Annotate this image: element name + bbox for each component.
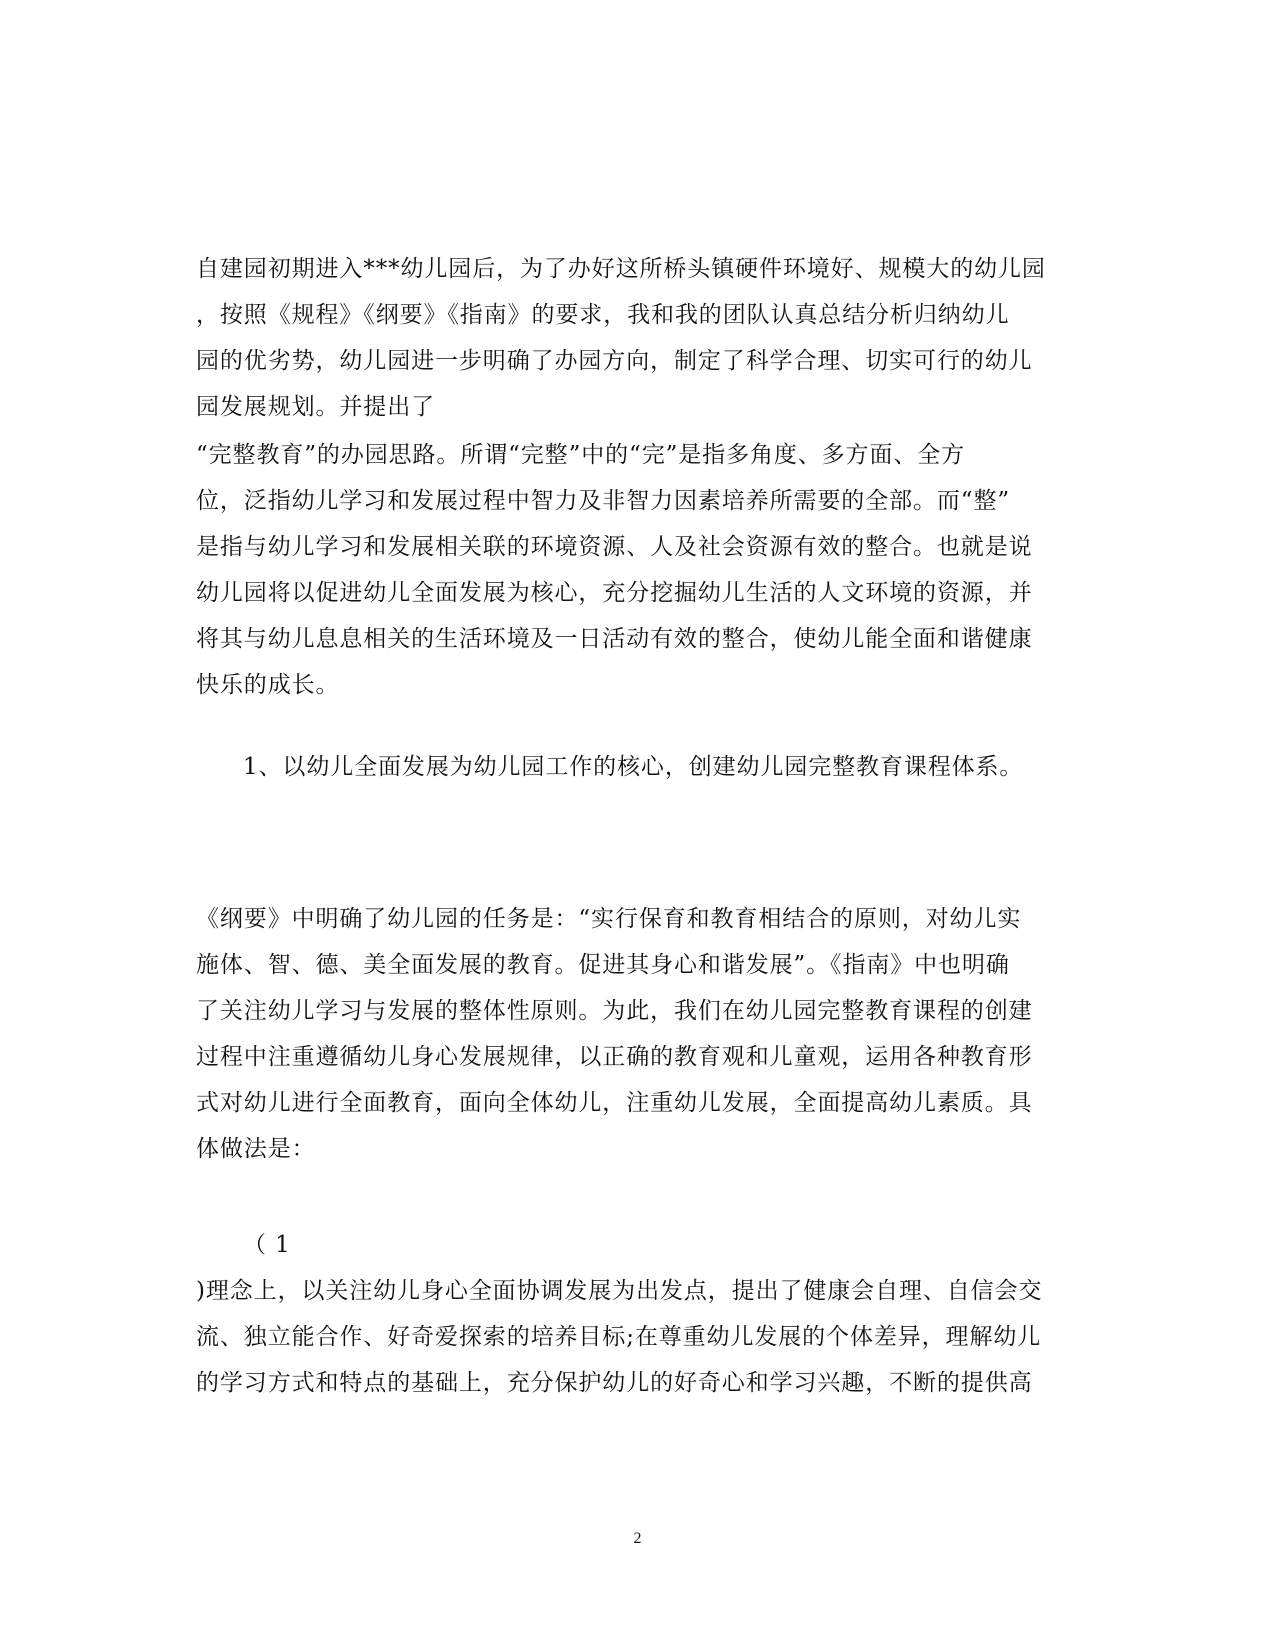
paragraph3-line-3: 的学习方式和特点的基础上，充分保护幼儿的好奇心和学习兴趣，不断的提供高 — [196, 1370, 1033, 1396]
paragraph1-line-8: 幼儿园将以促进幼儿全面发展为核心，充分挖掘幼儿生活的人文环境的资源，并 — [196, 580, 1033, 606]
paragraph1-line-7: 是指与幼儿学习和发展相关联的环境资源、人及社会资源有效的整合。也就是说 — [196, 534, 1033, 560]
section-heading: 1、以幼儿全面发展为幼儿园工作的核心，创建幼儿园完整教育课程体系。 — [243, 754, 1024, 780]
paragraph1-line-3: 园的优劣势，幼儿园进一步明确了办园方向，制定了科学合理、切实可行的幼儿 — [196, 348, 1033, 374]
paragraph1-line-1: 自建园初期进入***幼儿园后，为了办好这所桥头镇硬件环境好、规模大的幼儿园 — [196, 256, 1046, 282]
paragraph2-line-5: 式对幼儿进行全面教育，面向全体幼儿，注重幼儿发展，全面提高幼儿素质。具 — [196, 1090, 1033, 1116]
paragraph1-line-2: ，按照《规程》《纲要》《指南》的要求，我和我的团队认真总结分析归纳幼儿 — [196, 302, 1010, 328]
paragraph2-line-4: 过程中注重遵循幼儿身心发展规律，以正确的教育观和儿童观，运用各种教育形 — [196, 1044, 1033, 1070]
paragraph1-line-6: 位，泛指幼儿学习和发展过程中智力及非智力因素培养所需要的全部。而“整” — [196, 488, 1011, 514]
paragraph1-line-5: “完整教育”的办园思路。所谓“完整”中的“完”是指多角度、多方面、全方 — [196, 442, 966, 468]
paragraph3-line-1: )理念上，以关注幼儿身心全面协调发展为出发点，提出了健康会自理、自信会交 — [196, 1278, 1043, 1304]
paragraph2-line-1: 《纲要》中明确了幼儿园的任务是：“实行保育和教育相结合的原则，对幼儿实 — [196, 906, 1022, 932]
paragraph3-line-2: 流、独立能合作、好奇爱探索的培养目标;在尊重幼儿发展的个体差异，理解幼儿 — [196, 1324, 1042, 1350]
list-item-marker: （ 1 — [243, 1232, 291, 1258]
page-number: 2 — [633, 1530, 642, 1547]
paragraph2-line-6: 体做法是： — [196, 1136, 316, 1162]
paragraph2-line-2: 施体、智、德、美全面发展的教育。促进其身心和谐发展”。《指南》中也明确 — [196, 952, 1010, 978]
paragraph1-line-4: 园发展规划。并提出了 — [196, 394, 435, 420]
paragraph1-line-10: 快乐的成长。 — [196, 672, 340, 698]
paragraph1-line-9: 将其与幼儿息息相关的生活环境及一日活动有效的整合，使幼儿能全面和谐健康 — [196, 626, 1033, 652]
paragraph2-line-3: 了关注幼儿学习与发展的整体性原则。为此，我们在幼儿园完整教育课程的创建 — [196, 998, 1033, 1024]
